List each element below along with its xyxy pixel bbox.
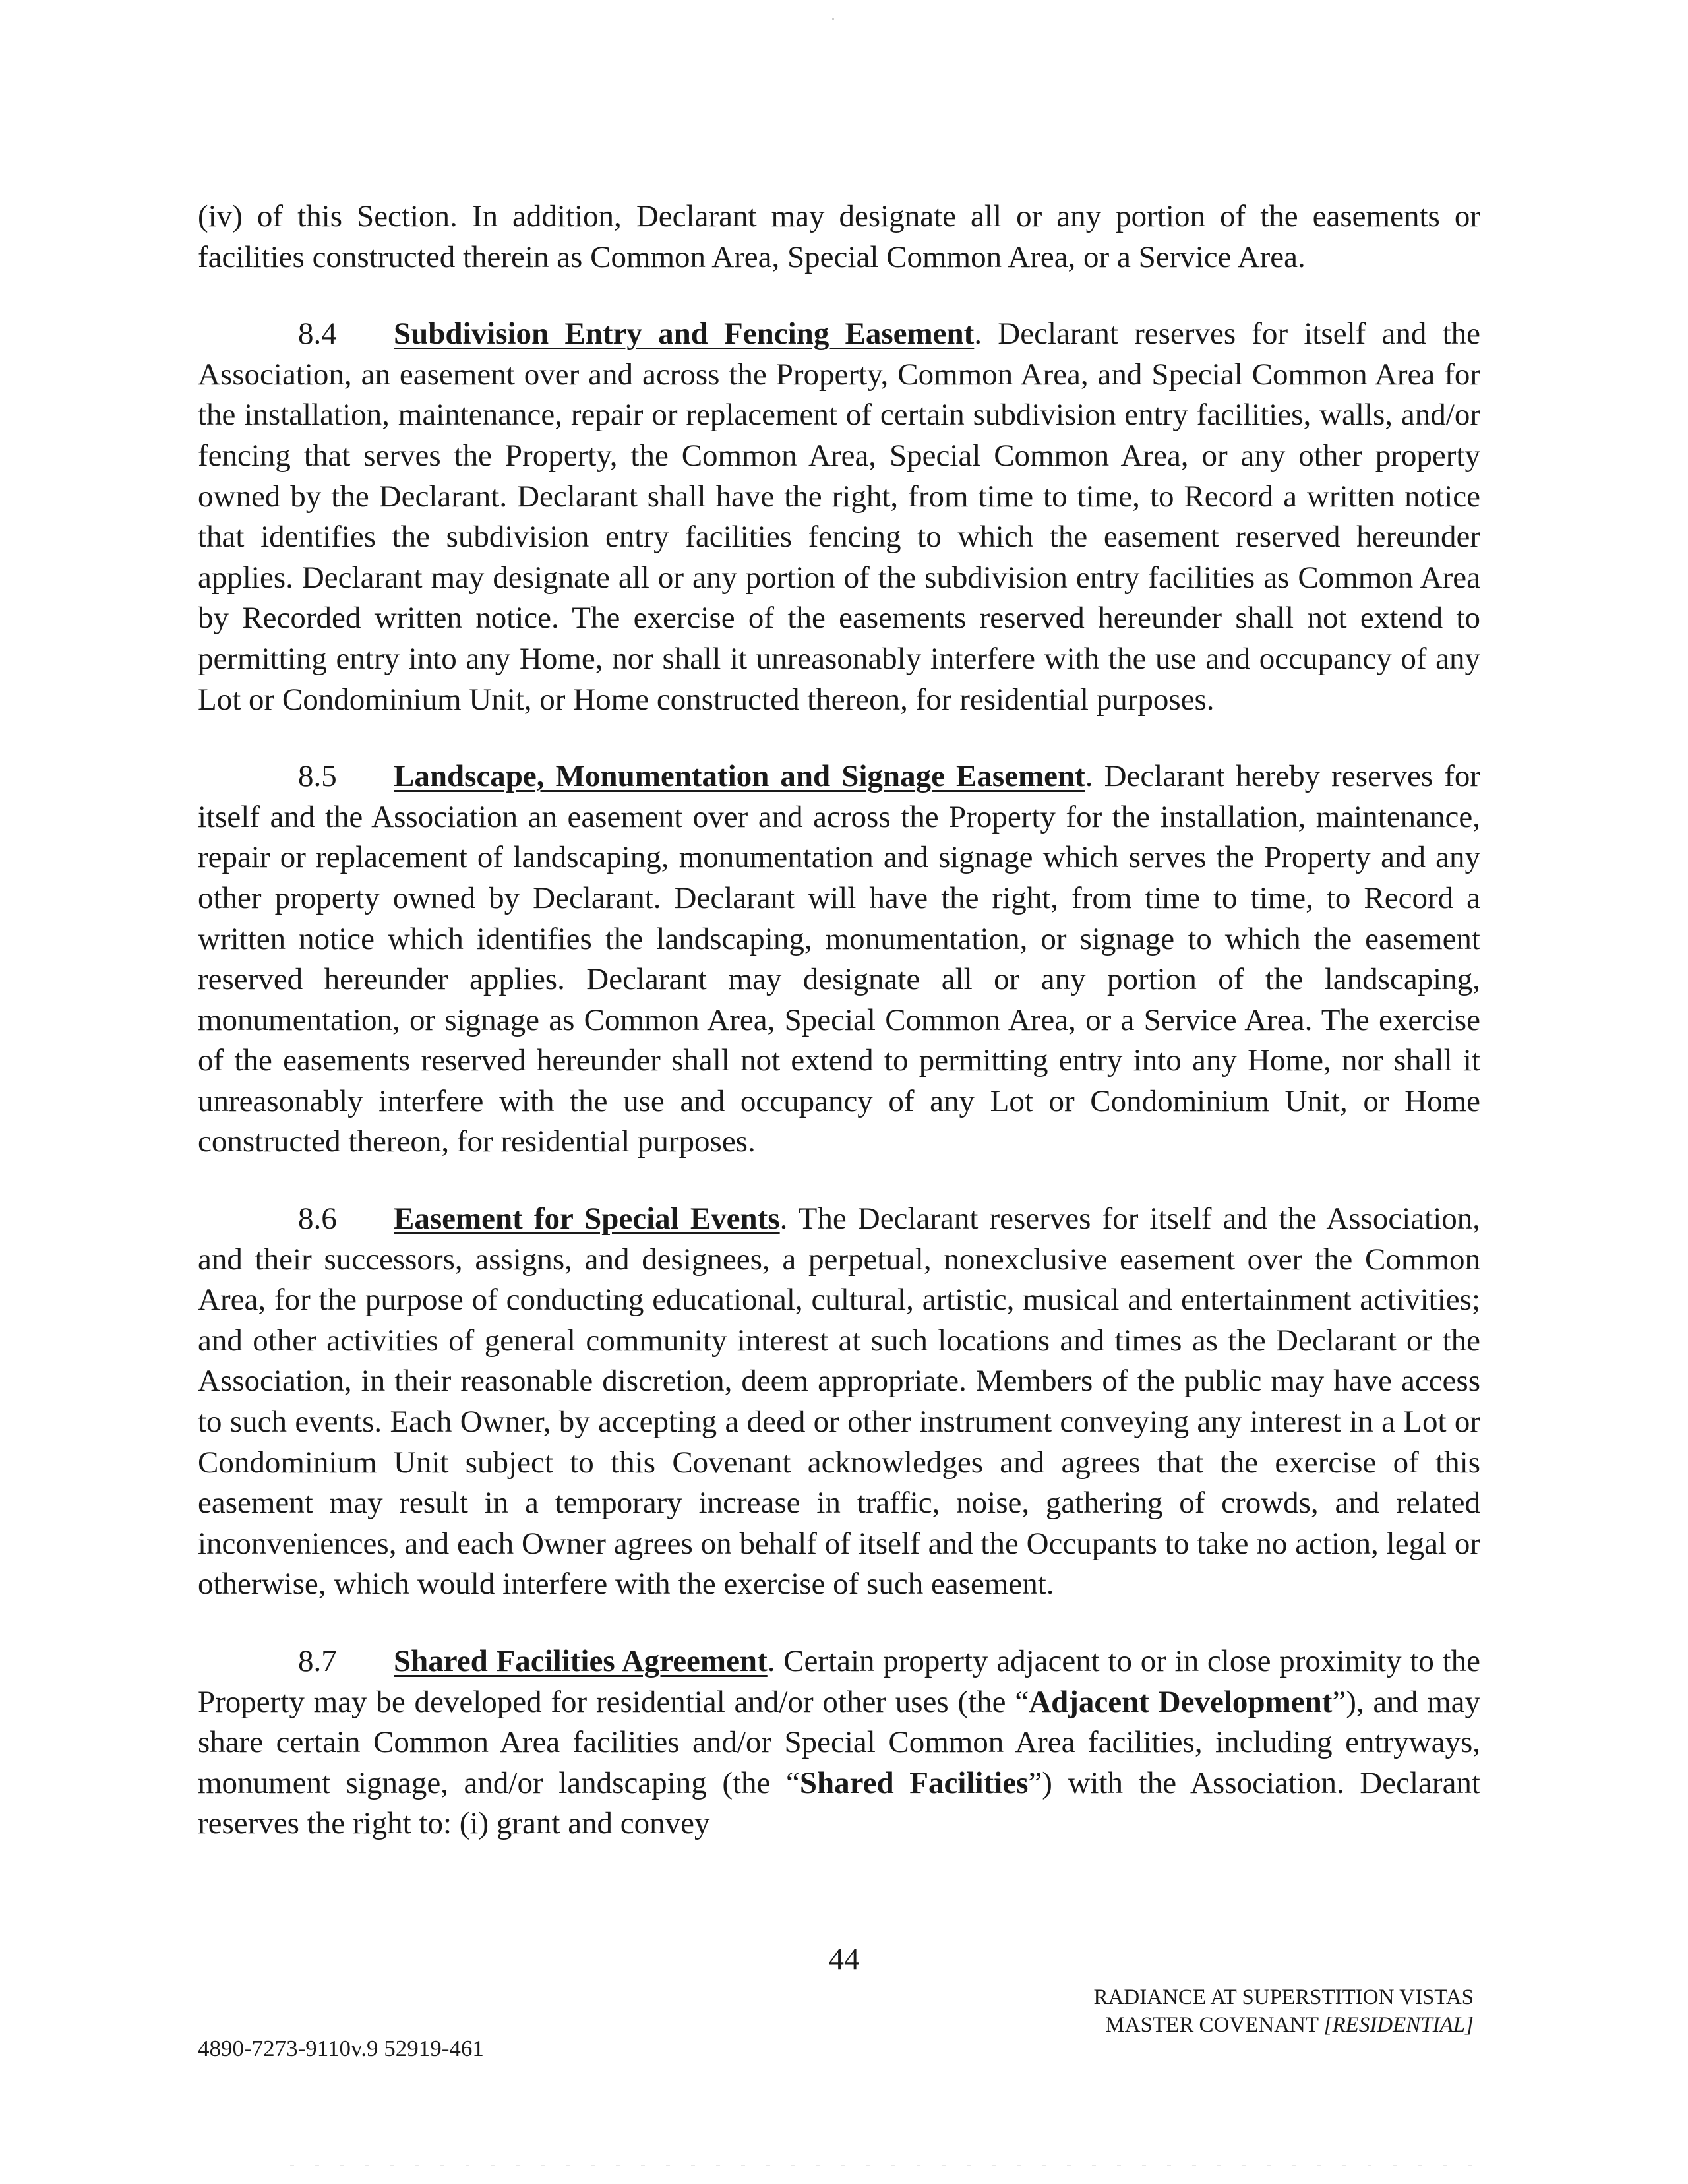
section-8-5	[198, 756, 1480, 1163]
section-8-6	[198, 1199, 1480, 1605]
scan-edge-noise	[290, 2165, 1490, 2166]
footer-document-id: 4890-7273-9110v.9 52919-461	[198, 2036, 484, 2061]
section-number: 8.7	[298, 1644, 337, 1678]
footer-title-line-2	[1094, 2011, 1474, 2039]
section-body-part-b: ”), and may share certain Common Area facilities and/or Special Common Area facilities, including entryways, monument signage, and/or landscaping (the “	[198, 1684, 1480, 1800]
section-heading: Subdivision Entry and Fencing Easement	[394, 317, 975, 351]
section-number: 8.4	[298, 317, 337, 351]
page-number: 44	[828, 1942, 860, 1976]
section-number: 8.5	[298, 759, 337, 794]
defined-term-shared-facilities: Shared Facilities	[799, 1765, 1029, 1800]
section-body-part-a: . Certain property adjacent to or in close proximity to the Property may be developed for residential and/or other uses (the “	[198, 1644, 1481, 1719]
section-body: . Declarant hereby reserves for itself and the Association an easement over and across the Property for the installation, maintenance, repair or replacement of landscaping, monumentation and signage which serves the Property and any other property owned by Declarant. Declarant will have the right, from time to time, to Record a written notice which identifies the landscaping, monumentation, or signage to which the easement reserved hereunder applies. Declarant may designate all or any portion of the landscaping, monumentation, or signage as Common Area, Special Common Area, or a Service Area. The exercise of the easements reserved hereunder shall not extend to permitting entry into any Home, nor shall it unreasonably interfere with the use and occupancy of any Lot or Condominium Unit, or Home constructed thereon, for residential purposes.	[198, 759, 1480, 1159]
defined-term-adjacent-development: Adjacent Development	[1029, 1684, 1333, 1719]
section-8-7	[198, 1641, 1480, 1844]
scan-speck	[832, 18, 834, 20]
footer-title-text: MASTER COVENANT	[1105, 2013, 1324, 2037]
section-8-4	[198, 314, 1480, 720]
section-body: . Declarant reserves for itself and the Association, an easement over and across the Property, Common Area, and Special Common Area for the installation, maintenance, repair or replacement of certain subdivision entry facilities, walls, and/or fencing that serves the Property, the Common Area, Special Common Area, or any other property owned by the Declarant. Declarant shall have the right, from time to time, to Record a written notice that identifies the subdivision entry facilities fencing to which the easement reserved hereunder applies. Declarant may designate all or any portion of the subdivision entry facilities as Common Area by Recorded written notice. The exercise of the easements reserved hereunder shall not extend to permitting entry into any Home, nor shall it unreasonably interfere with the use and occupancy of any Lot or Condominium Unit, or Home constructed thereon, for residential purposes.	[198, 317, 1480, 717]
section-body-part-c: ”) with the Association. Declarant reserves the right to: (i) grant and convey	[198, 1765, 1480, 1841]
continuation-paragraph: (iv) of this Section. In addition, Declarant may designate all or any portion of the easements or facilities constructed therein as Common Area, Special Common Area, or a Service Area.	[198, 199, 1480, 274]
footer-document-title	[1094, 1984, 1474, 2039]
section-number: 8.6	[298, 1201, 337, 1236]
section-heading: Shared Facilities Agreement	[394, 1644, 768, 1678]
footer-title-italic: [RESIDENTIAL]	[1323, 2013, 1474, 2037]
section-body: . The Declarant reserves for itself and the Association, and their successors, assigns, and designees, a perpetual, nonexclusive easement over the Common Area, for the purpose of conducting educational, cultural, artistic, musical and entertainment activities; and other activities of general community interest at such locations and times as the Declarant or the Association, in their reasonable discretion, deem appropriate. Members of the public may have access to such events. Each Owner, by accepting a deed or other instrument conveying any interest in a Lot or Condominium Unit subject to this Covenant acknowledges and agrees that the exercise of this easement may result in a temporary increase in traffic, noise, gathering of crowds, and related inconveniences, and each Owner agrees on behalf of itself and the Occupants to take no action, legal or otherwise, which would interfere with the exercise of such easement.	[198, 1201, 1480, 1602]
section-heading: Landscape, Monumentation and Signage Easement	[394, 759, 1085, 794]
document-page	[198, 197, 1480, 1844]
footer-title-line-1: RADIANCE AT SUPERSTITION VISTAS	[1093, 1986, 1474, 2009]
section-heading: Easement for Special Events	[394, 1201, 780, 1236]
